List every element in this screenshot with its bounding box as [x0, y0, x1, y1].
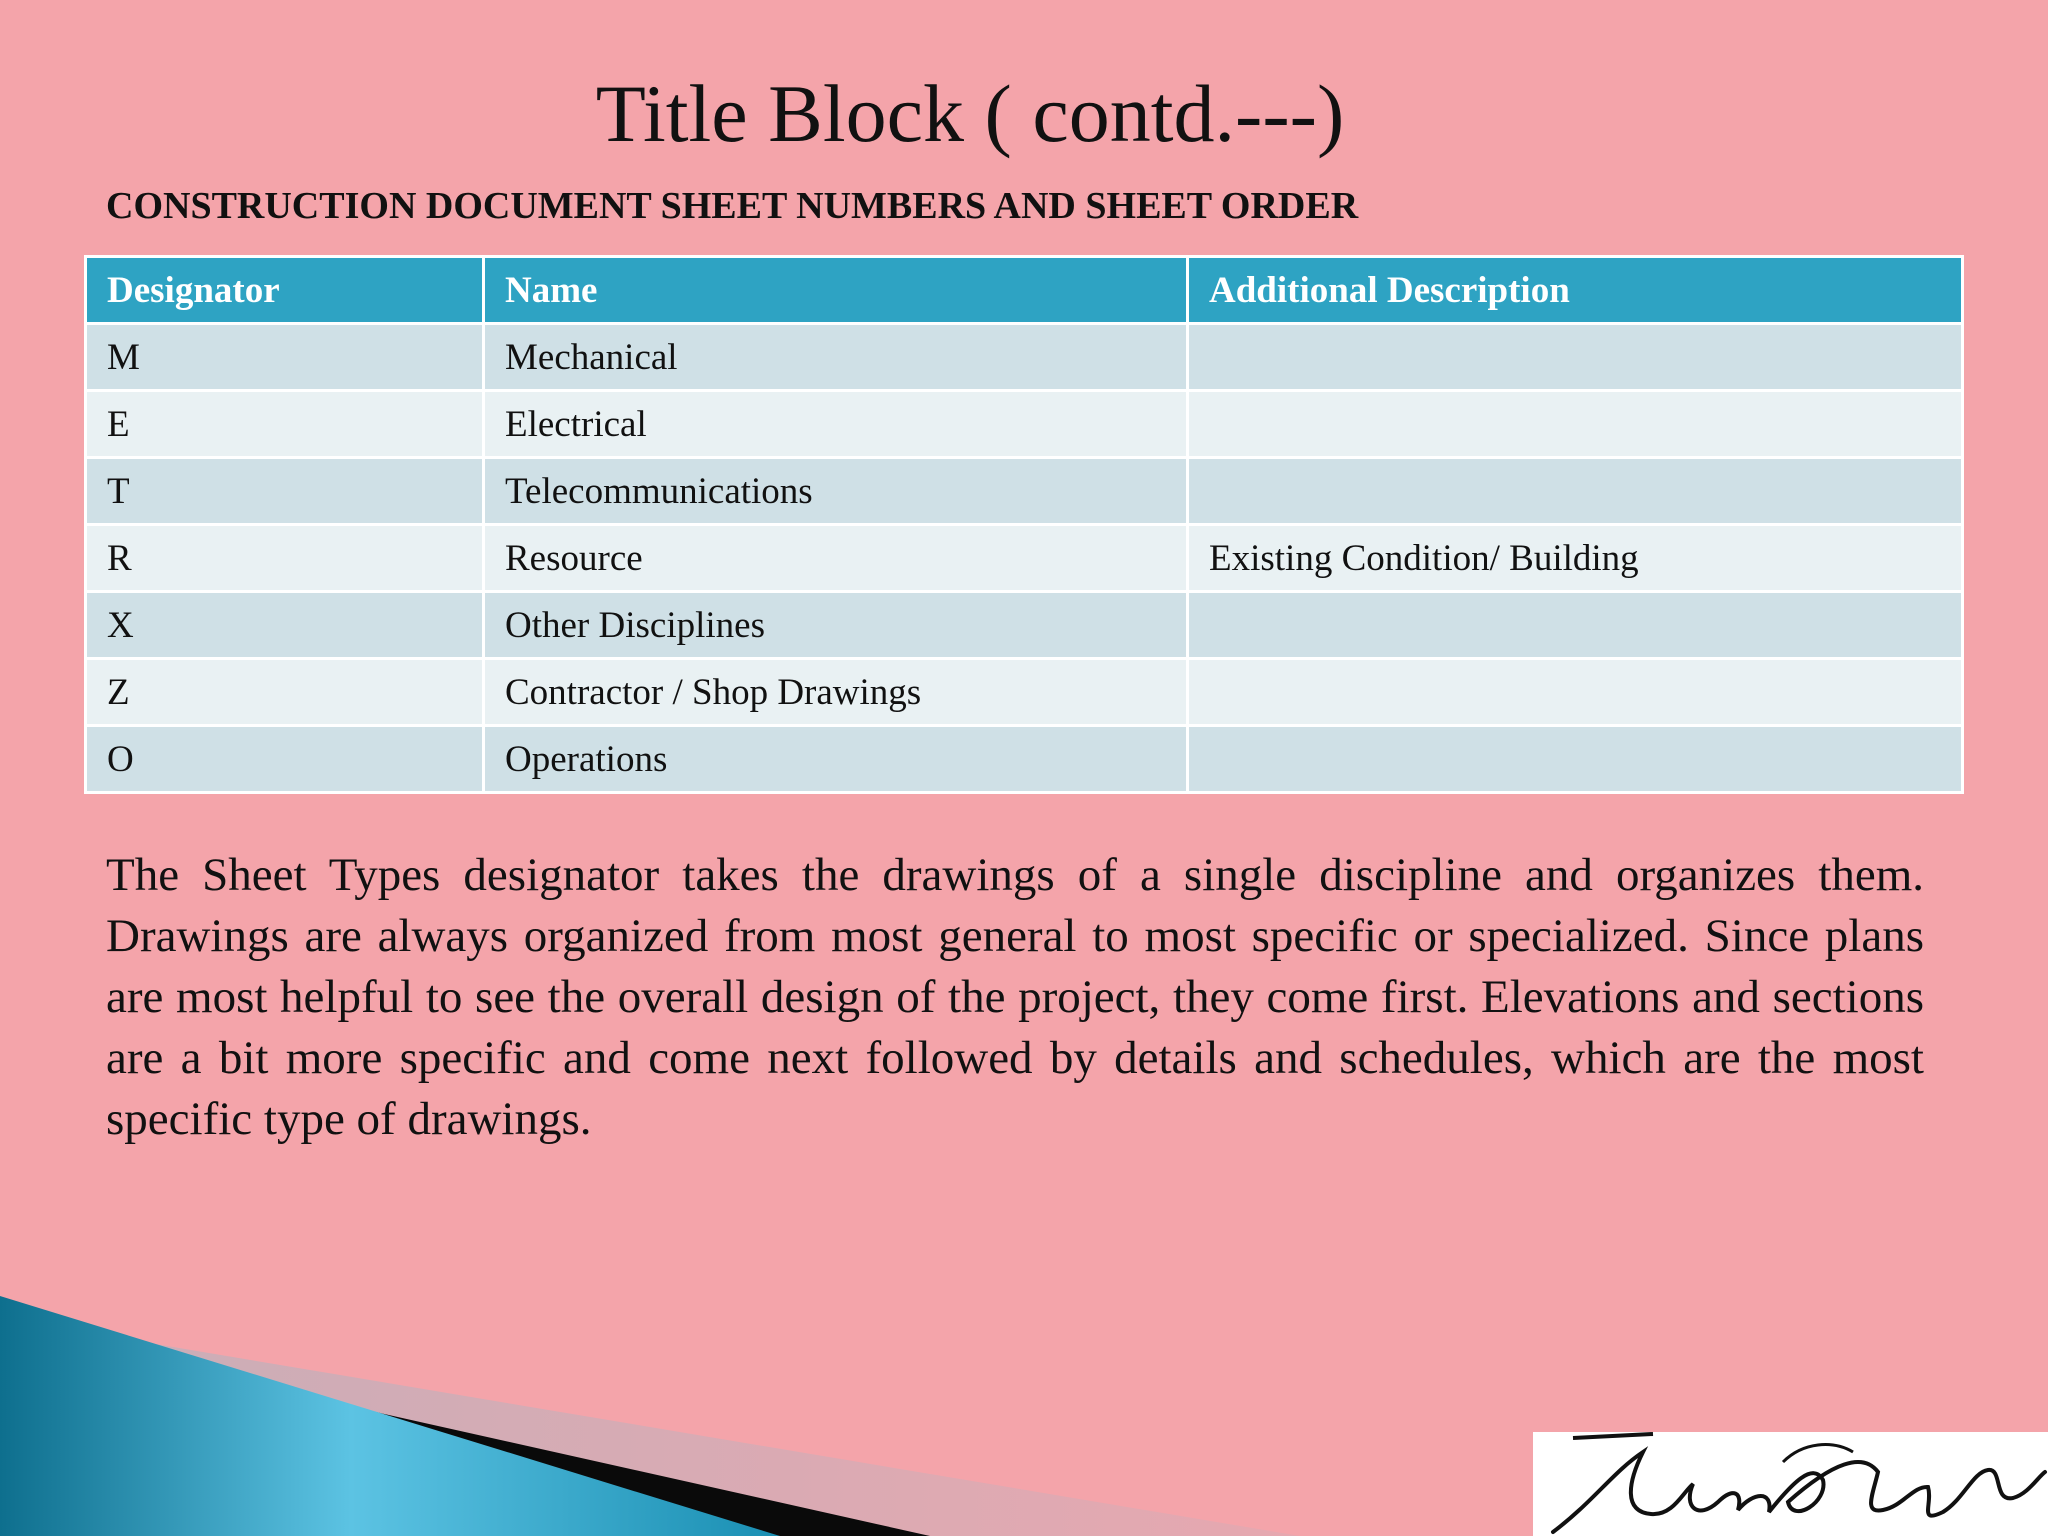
table-row [86, 726, 1963, 793]
name-cell: Operations [484, 726, 1188, 793]
column-header-name: Name [484, 257, 1188, 324]
sheet-numbers-table [84, 255, 1964, 794]
signature-image [1533, 1432, 2048, 1536]
designator-cell: Z [86, 659, 484, 726]
teal-band [0, 1296, 780, 1536]
table-row [86, 391, 1963, 458]
name-cell: Contractor / Shop Drawings [484, 659, 1188, 726]
table-header-row [86, 257, 1963, 324]
description-cell: Existing Condition/ Building [1188, 525, 1963, 592]
description-cell [1188, 726, 1963, 793]
name-cell: Mechanical [484, 324, 1188, 391]
designator-cell: X [86, 592, 484, 659]
designator-cell: O [86, 726, 484, 793]
description-cell [1188, 324, 1963, 391]
corner-wave-decoration [0, 1280, 1300, 1536]
column-header-additional-description: Additional Description [1188, 257, 1963, 324]
description-cell [1188, 592, 1963, 659]
table-row [86, 324, 1963, 391]
body-paragraph: The Sheet Types designator takes the drawings of a single discipline and organizes them. Drawings are always organized from most general to most specific or specialized. Since plans are most helpful to see the overall design of the project, they come first. Elevations and sections are a bit more specific and come next followed by details and schedules, which are the most specific type of drawings. [106, 849, 1924, 1145]
table-row [86, 659, 1963, 726]
section-heading: CONSTRUCTION DOCUMENT SHEET NUMBERS AND SHEET ORDER [106, 185, 1359, 227]
designator-cell: T [86, 458, 484, 525]
name-cell: Other Disciplines [484, 592, 1188, 659]
table-row [86, 458, 1963, 525]
name-cell: Resource [484, 525, 1188, 592]
description-cell [1188, 659, 1963, 726]
slide-title: Title Block ( contd.---) [595, 68, 1345, 159]
designator-cell: M [86, 324, 484, 391]
table-row [86, 525, 1963, 592]
description-cell [1188, 458, 1963, 525]
description-cell [1188, 391, 1963, 458]
column-header-designator: Designator [86, 257, 484, 324]
signature-scribble [1533, 1432, 2048, 1536]
designator-cell: E [86, 391, 484, 458]
designator-cell: R [86, 525, 484, 592]
name-cell: Electrical [484, 391, 1188, 458]
name-cell: Telecommunications [484, 458, 1188, 525]
table-row [86, 592, 1963, 659]
